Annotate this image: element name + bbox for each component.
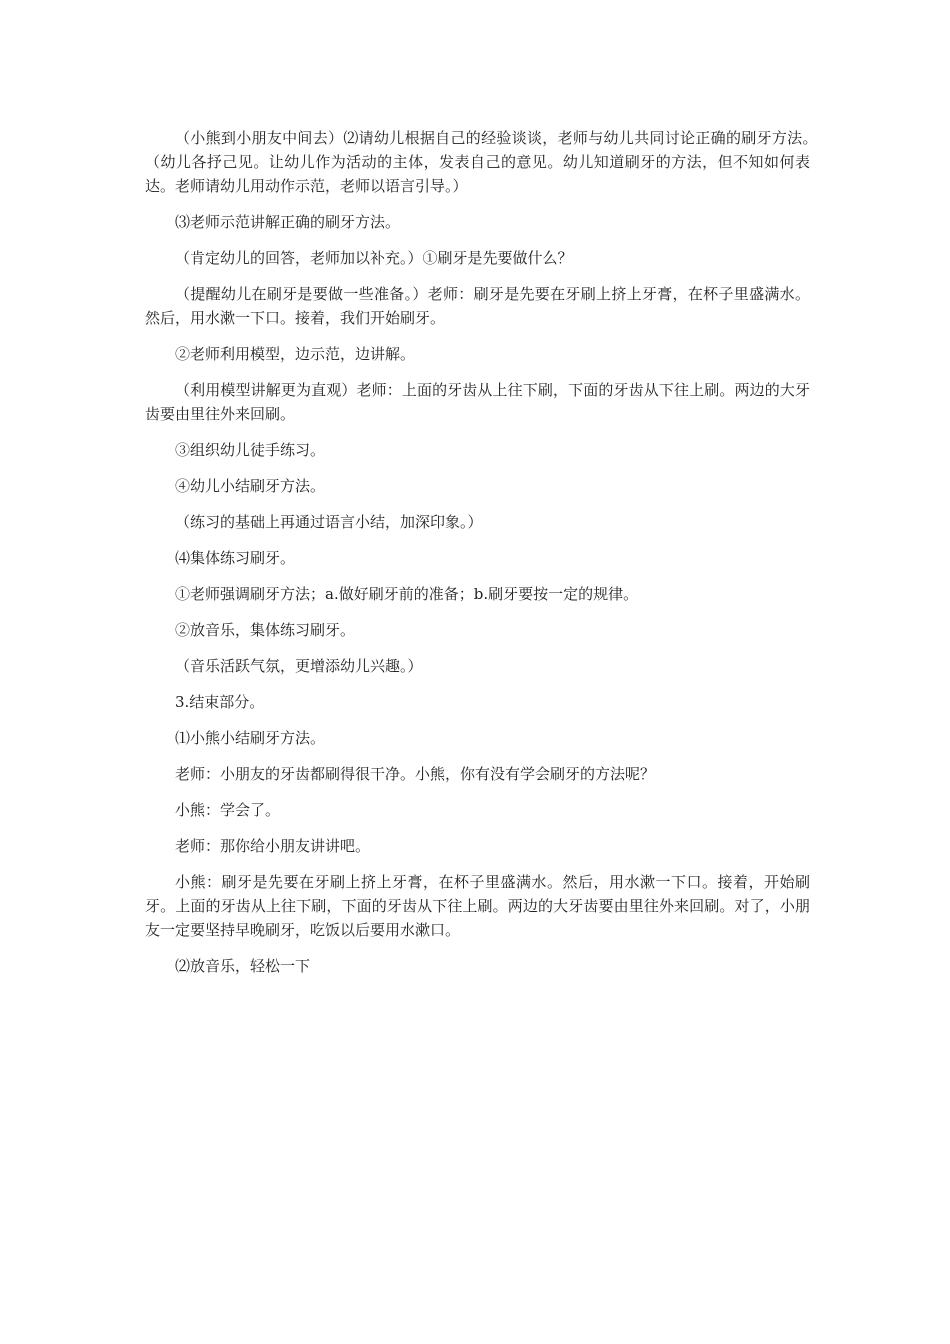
paragraph-music-note: （音乐活跃气氛，更增添幼儿兴趣。） bbox=[175, 657, 423, 675]
paragraph-bear-summary: ⑴小熊小结刷牙方法。 bbox=[175, 729, 326, 747]
dialogue-bear-answer: 小熊：学会了。 bbox=[175, 801, 281, 819]
paragraph-teacher-demo: ⑶老师示范讲解正确的刷牙方法。 bbox=[175, 213, 401, 231]
paragraph-relax-music: ⑵放音乐，轻松一下 bbox=[175, 957, 311, 975]
dialogue-teacher-question: 老师：小朋友的牙齿都刷得很干净。小熊，你有没有学会刷牙的方法呢？ bbox=[175, 765, 656, 783]
document-body bbox=[145, 126, 826, 990]
dialogue-teacher-request: 老师：那你给小朋友讲讲吧。 bbox=[175, 837, 371, 855]
paragraph-model-explanation: （利用模型讲解更为直观）老师：上面的牙齿从上往下刷，下面的牙齿从下往上刷。两边的大牙齿要由里往外来回刷。 bbox=[145, 381, 810, 423]
paragraph-intro-discussion: （小熊到小朋友中间去）⑵请幼儿根据自己的经验谈谈，老师与幼儿共同讨论正确的刷牙方法。 （幼儿各抒己见。让幼儿作为活动的主体，发表自己的意见。幼儿知道刷牙的方法，但不知如何表达。老师请幼儿用动作示范，老师以语言引导。） bbox=[145, 129, 826, 195]
paragraph-hand-practice: ③组织幼儿徒手练习。 bbox=[175, 441, 326, 459]
dialogue-bear-explanation: 小熊：刷牙是先要在牙刷上挤上牙膏，在杯子里盛满水。然后，用水漱一下口。接着，开始刷牙。上面的牙齿从上往下刷，下面的牙齿从下往上刷。两边的大牙齿要由里往外来回刷。对了，小朋友一定要坚持早晚刷牙，吃饭以后要用水漱口。 bbox=[145, 873, 810, 939]
paragraph-affirm-answers: （肯定幼儿的回答，老师加以补充。）①刷牙是先要做什么？ bbox=[175, 249, 573, 267]
paragraph-child-summary: ④幼儿小结刷牙方法。 bbox=[175, 477, 326, 495]
section-heading-ending: 3.结束部分。 bbox=[175, 693, 265, 711]
paragraph-summary-note: （练习的基础上再通过语言小结，加深印象。） bbox=[175, 513, 483, 531]
paragraph-music-practice: ②放音乐，集体练习刷牙。 bbox=[175, 621, 356, 639]
paragraph-model-demo: ②老师利用模型，边示范，边讲解。 bbox=[175, 345, 416, 363]
paragraph-group-practice: ⑷集体练习刷牙。 bbox=[175, 549, 296, 567]
paragraph-preparation: （提醒幼儿在刷牙是要做一些准备。）老师：刷牙是先要在牙刷上挤上牙膏，在杯子里盛满水。然后，用水漱一下口。接着，我们开始刷牙。 bbox=[145, 285, 810, 327]
paragraph-method-emphasis: ①老师强调刷牙方法；a.做好刷牙前的准备；b.刷牙要按一定的规律。 bbox=[175, 585, 639, 603]
